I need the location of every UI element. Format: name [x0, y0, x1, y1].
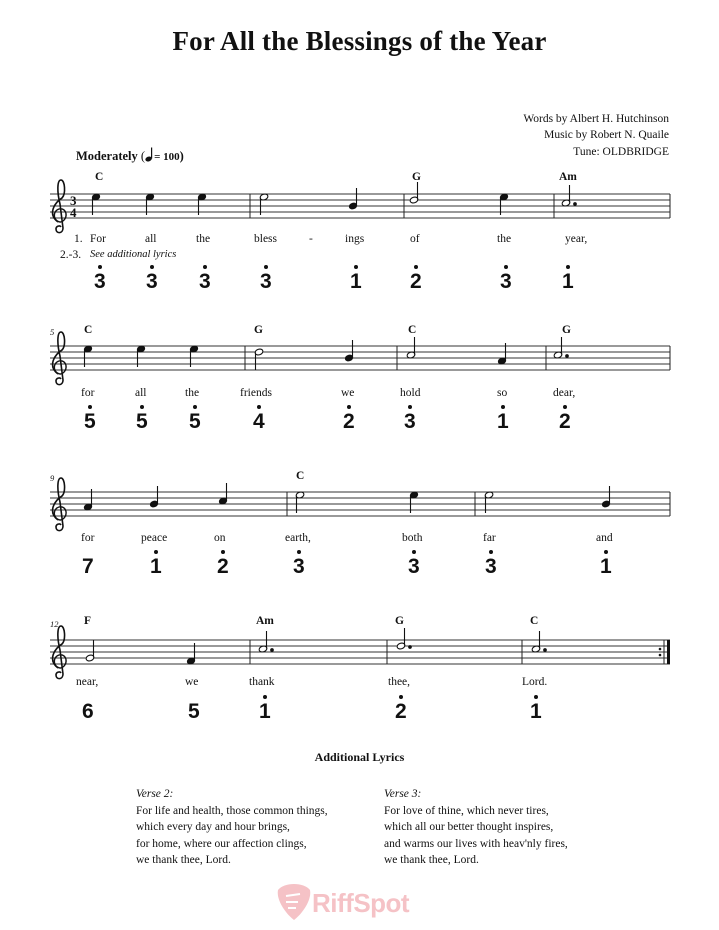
- lyric-syllable: thank: [249, 676, 275, 688]
- lyric-syllable: the: [196, 233, 211, 245]
- measure-number: 5: [50, 327, 55, 337]
- scale-degree: 7: [82, 555, 94, 578]
- lyric-syllable: and: [596, 532, 613, 544]
- lyric-syllable: friends: [240, 387, 272, 399]
- words-credit: Words by Albert H. Hutchinson: [523, 113, 669, 125]
- svg-text:3: 3: [70, 193, 77, 208]
- tempo-label: Moderately: [76, 149, 138, 163]
- see-additional-lyrics: See additional lyrics: [90, 249, 177, 260]
- lyric-syllable: of: [410, 233, 420, 245]
- lyric-syllable: near,: [76, 676, 99, 688]
- scale-degree: 1: [497, 410, 509, 433]
- lyric-syllable: far: [483, 532, 496, 544]
- scale-degree: 2: [395, 700, 407, 723]
- chord-label: C: [530, 615, 539, 627]
- lyric-syllable: so: [497, 387, 508, 399]
- upper-octave-dots: [0, 547, 719, 557]
- lyric-syllable: earth,: [285, 532, 311, 544]
- scale-degree: 5: [136, 410, 148, 433]
- lyric-syllable: ings: [345, 233, 365, 245]
- verse-3-block: [384, 786, 568, 869]
- verse-line: for home, where our affection clings,: [136, 837, 307, 850]
- scale-degree: 1: [350, 270, 362, 293]
- additional-lyrics-heading: Additional Lyrics: [314, 750, 405, 764]
- tune-credit: Tune: OLDBRIDGE: [573, 146, 669, 158]
- staff-system-1: [50, 180, 670, 233]
- lyric-syllable: peace: [141, 532, 168, 544]
- scale-degree: 5: [188, 700, 200, 723]
- tempo-marking: Moderately ( = 100): [76, 149, 184, 163]
- scale-degree: 5: [189, 410, 201, 433]
- scale-degree: 2: [343, 410, 355, 433]
- scale-degree: 5: [84, 410, 96, 433]
- lyric-syllable: hold: [400, 387, 421, 399]
- scale-degree: 3: [260, 270, 272, 293]
- scale-degree: 1: [530, 700, 542, 723]
- chord-label: C: [296, 470, 305, 482]
- lyric-syllable: the: [185, 387, 200, 399]
- upper-octave-dots: [0, 402, 719, 412]
- scale-degree: 3: [408, 555, 420, 578]
- scale-degree: 3: [485, 555, 497, 578]
- verse-title: Verse 2:: [136, 788, 174, 800]
- lyric-syllable: for: [81, 387, 95, 399]
- verse-label: 1.: [74, 233, 83, 245]
- lyric-syllable: thee,: [388, 676, 411, 688]
- verse-line: For life and health, those common things,: [136, 804, 328, 817]
- scale-degree: 3: [199, 270, 211, 293]
- verse-line: For love of thine, which never tires,: [384, 804, 549, 817]
- lyric-syllable: Lord.: [522, 676, 548, 688]
- verse-line: and warms our lives with heav'nly fires,: [384, 837, 568, 850]
- chord-label: Am: [256, 615, 274, 627]
- scale-degree: 2: [217, 555, 229, 578]
- scale-degree: 1: [600, 555, 612, 578]
- chord-label: C: [95, 171, 104, 183]
- lyric-syllable: dear,: [553, 387, 576, 399]
- upper-octave-dots: [0, 262, 719, 272]
- scale-degree: 1: [150, 555, 162, 578]
- scale-degree: 1: [259, 700, 271, 723]
- lyric-syllable: year,: [565, 233, 588, 245]
- chord-label: G: [395, 615, 404, 627]
- lyric-syllable: the: [497, 233, 512, 245]
- scale-degree: 1: [562, 270, 574, 293]
- scale-degree: 2: [559, 410, 571, 433]
- chord-label: G: [412, 171, 421, 183]
- lyric-hyphen: -: [309, 233, 313, 245]
- verse-title: Verse 3:: [384, 788, 422, 800]
- scale-degree: 2: [410, 270, 422, 293]
- scale-degree: 4: [253, 410, 265, 433]
- chord-label: C: [84, 324, 93, 336]
- scale-degree: 3: [94, 270, 106, 293]
- verse-line: which every day and hour brings,: [136, 821, 290, 833]
- measure-number: 12: [50, 619, 59, 629]
- lyric-syllable: all: [145, 233, 157, 245]
- scale-degree: 3: [146, 270, 158, 293]
- lyric-syllable: for: [81, 532, 95, 544]
- lyric-syllable: we: [341, 387, 355, 399]
- lyric-syllable: For: [90, 233, 106, 245]
- music-credit: Music by Robert N. Quaile: [544, 129, 669, 141]
- scale-degree: 3: [500, 270, 512, 293]
- lyric-syllable: both: [402, 532, 423, 544]
- staff-system-2: [50, 332, 670, 385]
- lyric-syllable: on: [214, 532, 226, 544]
- chord-label: G: [562, 324, 571, 336]
- lyric-syllable: bless: [254, 233, 277, 245]
- lyric-syllable: we: [185, 676, 199, 688]
- upper-octave-dots: [0, 692, 719, 702]
- verse-line: we thank thee, Lord.: [384, 854, 479, 866]
- svg-text:4: 4: [70, 205, 77, 220]
- verse-line: which all our better thought inspires,: [384, 821, 554, 833]
- measure-number: 9: [50, 473, 55, 483]
- riffspot-logo: RiffSpot: [312, 888, 410, 918]
- staff-system-4: [50, 626, 670, 679]
- scale-degree: 3: [293, 555, 305, 578]
- song-title: For All the Blessings of the Year: [172, 26, 547, 56]
- chord-label: F: [84, 615, 92, 627]
- chord-label: Am: [559, 171, 577, 183]
- chord-label: C: [408, 324, 417, 336]
- tempo-bpm: = 100: [154, 151, 180, 163]
- lyric-syllable: all: [135, 387, 147, 399]
- staff-system-3: [50, 478, 670, 531]
- verse-line: we thank thee, Lord.: [136, 854, 231, 866]
- verse-2-block: [136, 786, 328, 869]
- scale-degree: 6: [82, 700, 94, 723]
- verse-label: 2.-3.: [60, 249, 82, 261]
- chord-label: G: [254, 324, 263, 336]
- scale-degree: 3: [404, 410, 416, 433]
- guitar-pick-icon: [274, 882, 314, 922]
